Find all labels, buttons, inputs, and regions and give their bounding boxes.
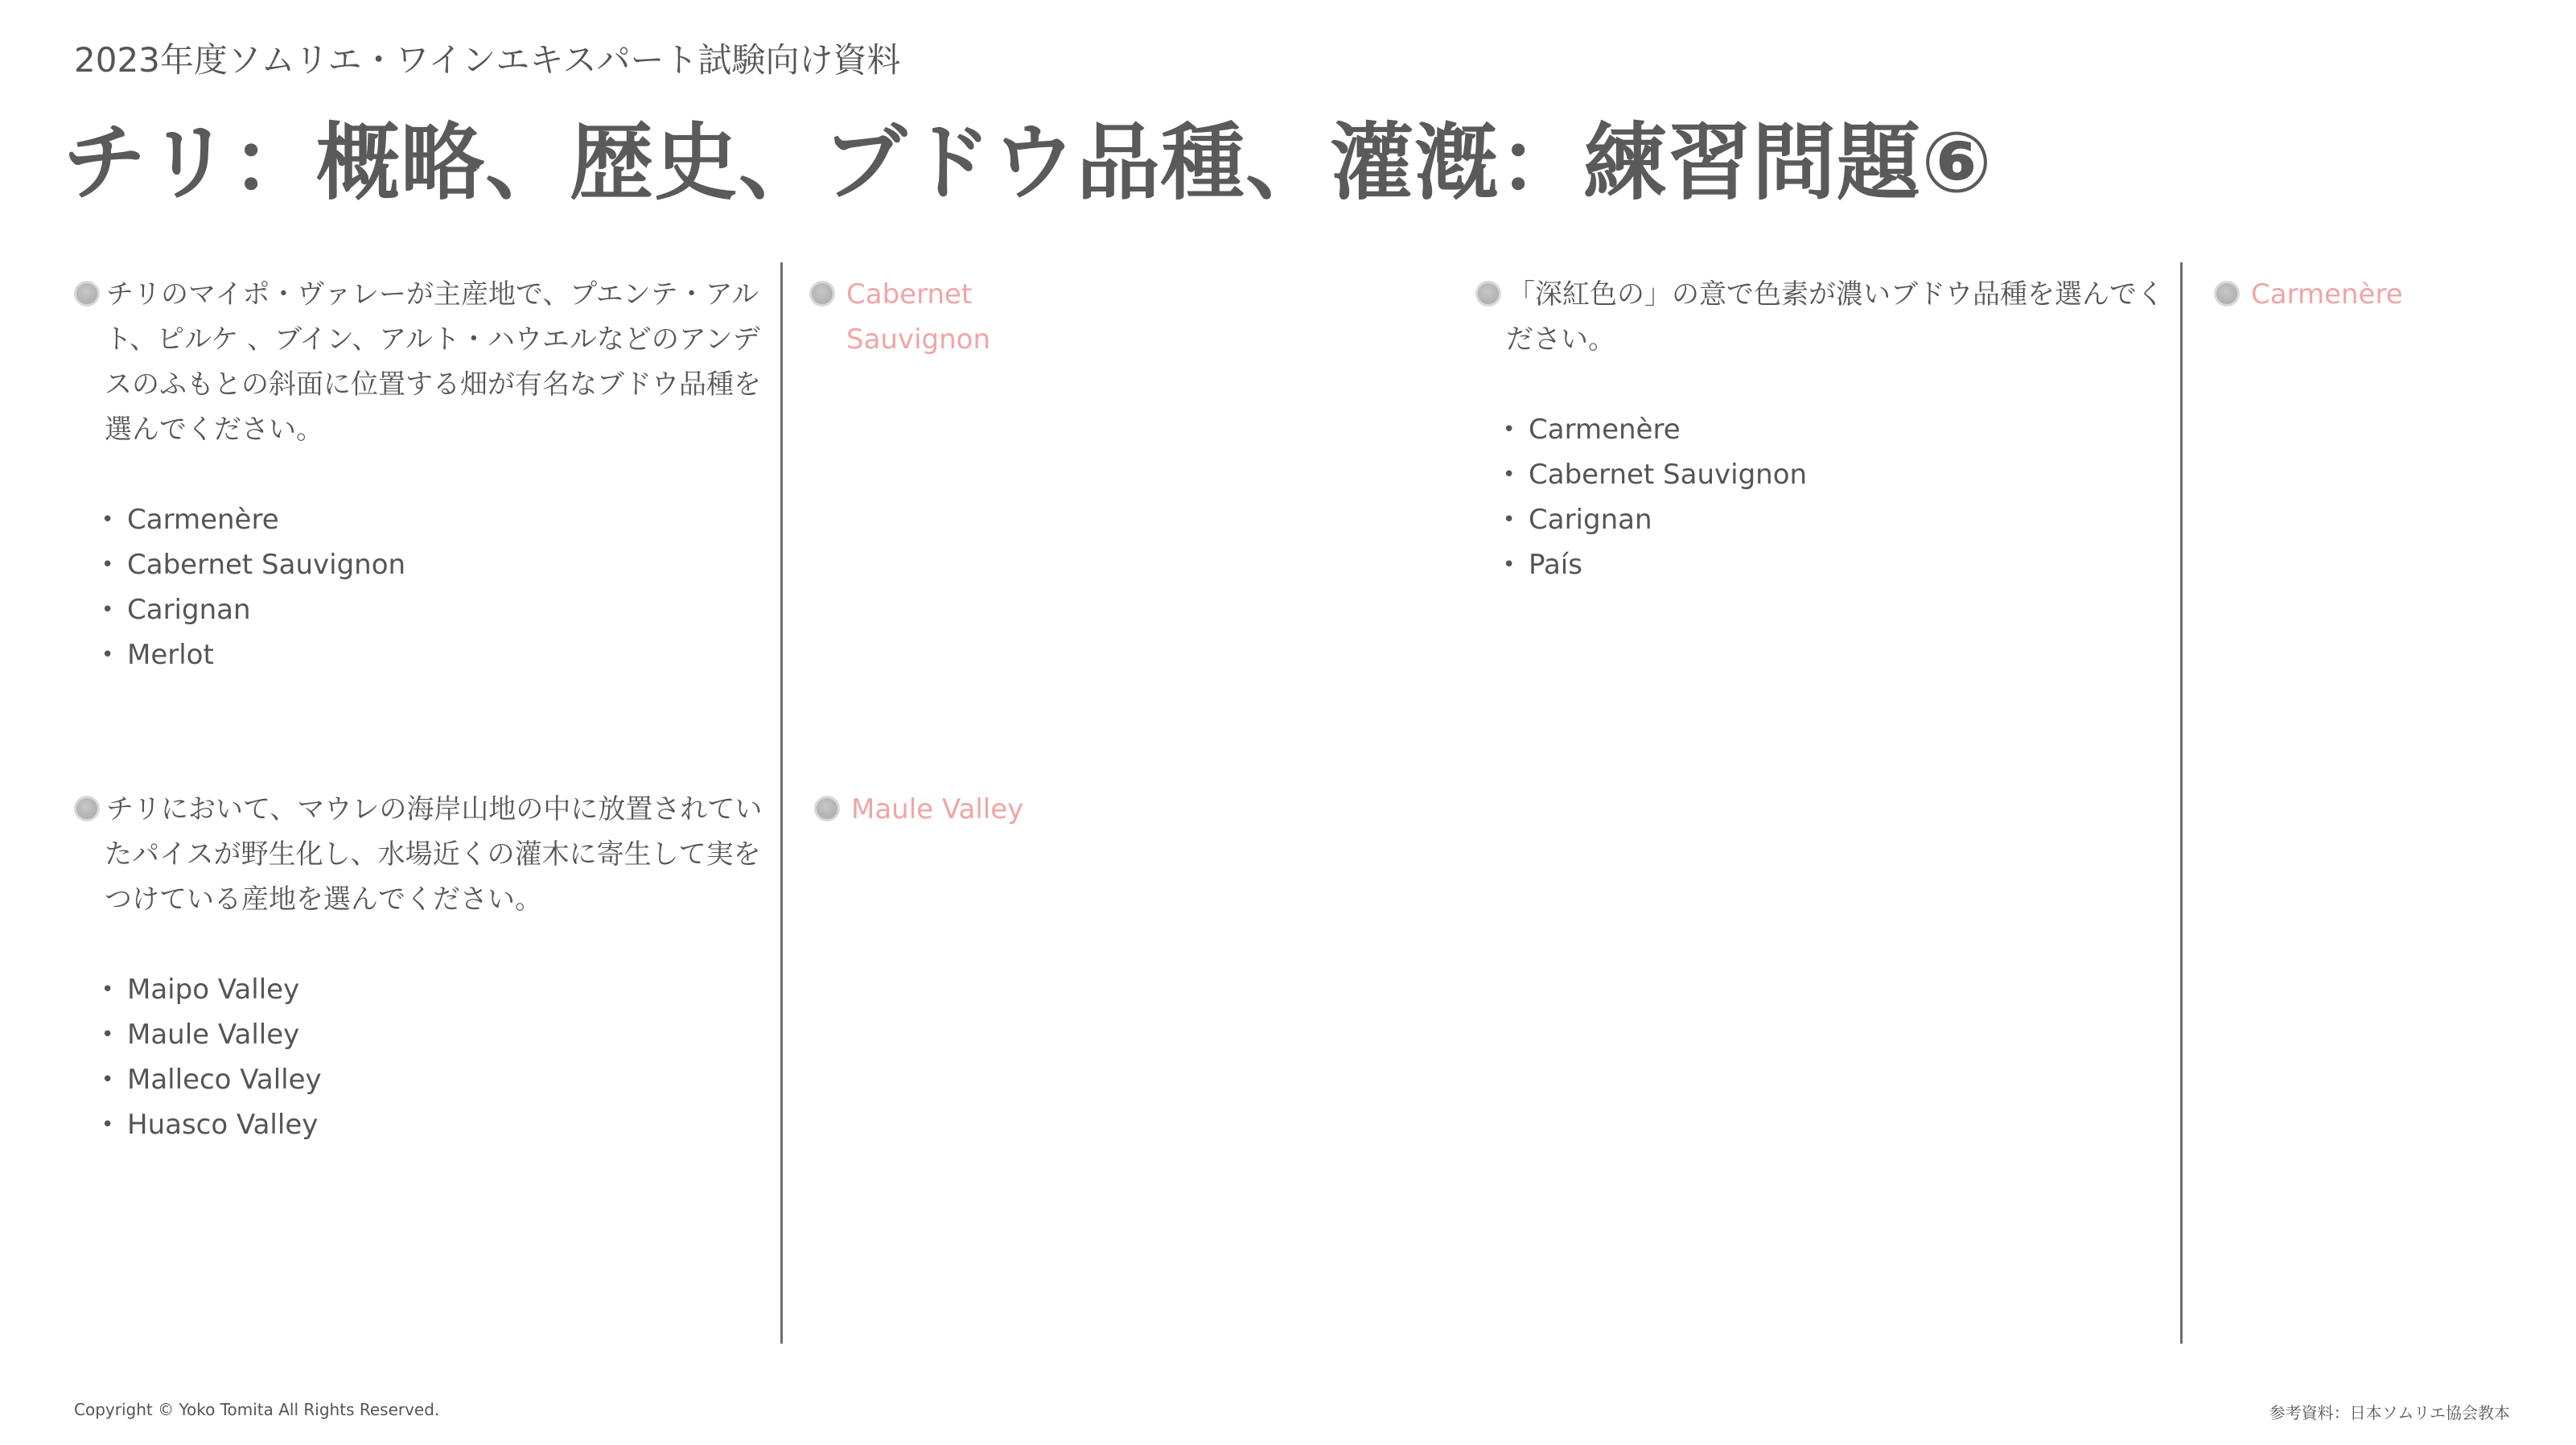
column-divider-left [780, 262, 783, 1344]
option-item: • Carmenère [101, 497, 774, 542]
answer-text: Cabernet Sauvignon [846, 278, 991, 356]
answer-bullet-icon [809, 281, 835, 307]
option-item: • Cabernet Sauvignon [101, 542, 774, 587]
option-item: • Carignan [101, 587, 774, 632]
option-item: • Huasco Valley [101, 1102, 774, 1147]
option-item: • Maule Valley [101, 1012, 774, 1057]
options-list [1475, 407, 2175, 587]
question-bullet-icon [1475, 281, 1501, 307]
question-bullet-icon [74, 281, 100, 307]
option-item: • Merlot [101, 632, 774, 677]
options-list [74, 967, 774, 1147]
reference-text: 参考資料：日本ソムリエ協会教本 [2269, 1403, 2510, 1422]
option-item: • Malleco Valley [101, 1057, 774, 1102]
answer-1 [809, 272, 991, 362]
question-bullet-icon [74, 796, 100, 821]
option-item: • País [1503, 542, 2175, 587]
page-subtitle: 2023年度ソムリエ・ワインエキスパート試験向け資料 [74, 40, 901, 80]
option-item: • Cabernet Sauvignon [1503, 452, 2175, 497]
page-title: チリ：概略、歴史、ブドウ品種、灌漑：練習問題⑥ [63, 113, 1994, 212]
answer-3 [2214, 272, 2536, 317]
copyright-text: Copyright © Yoko Tomita All Rights Reserved. [74, 1400, 440, 1419]
option-item: • Carignan [1503, 497, 2175, 542]
answer-bullet-icon [814, 796, 840, 821]
question-text: 「深紅色の」の意で色素が濃いブドウ品種を選んでください。 [1506, 278, 2164, 356]
answer-text: Maule Valley [851, 793, 1024, 825]
question-text: チリのマイポ・ヴァレーが主産地で、プエンテ・アルト、ピルケ 、ブイン、アルト・ハウエルなどのアンデスのふもとの斜面に位置する畑が有名なブドウ品種を選んでください。 [105, 278, 761, 446]
question-2 [74, 787, 774, 1147]
column-divider-right [2180, 262, 2183, 1344]
answer-bullet-icon [2214, 281, 2240, 307]
answer-2 [814, 787, 1136, 832]
question-3 [1475, 272, 2175, 587]
question-text: チリにおいて、マウレの海岸山地の中に放置されていたパイスが野生化し、水場近くの灌木に寄生して実をつけている産地を選んでください。 [105, 793, 763, 916]
answer-text: Carmenère [2251, 278, 2403, 311]
option-item: • Carmenère [1503, 407, 2175, 452]
options-list [74, 497, 774, 677]
option-item: • Maipo Valley [101, 967, 774, 1012]
question-1 [74, 272, 774, 677]
